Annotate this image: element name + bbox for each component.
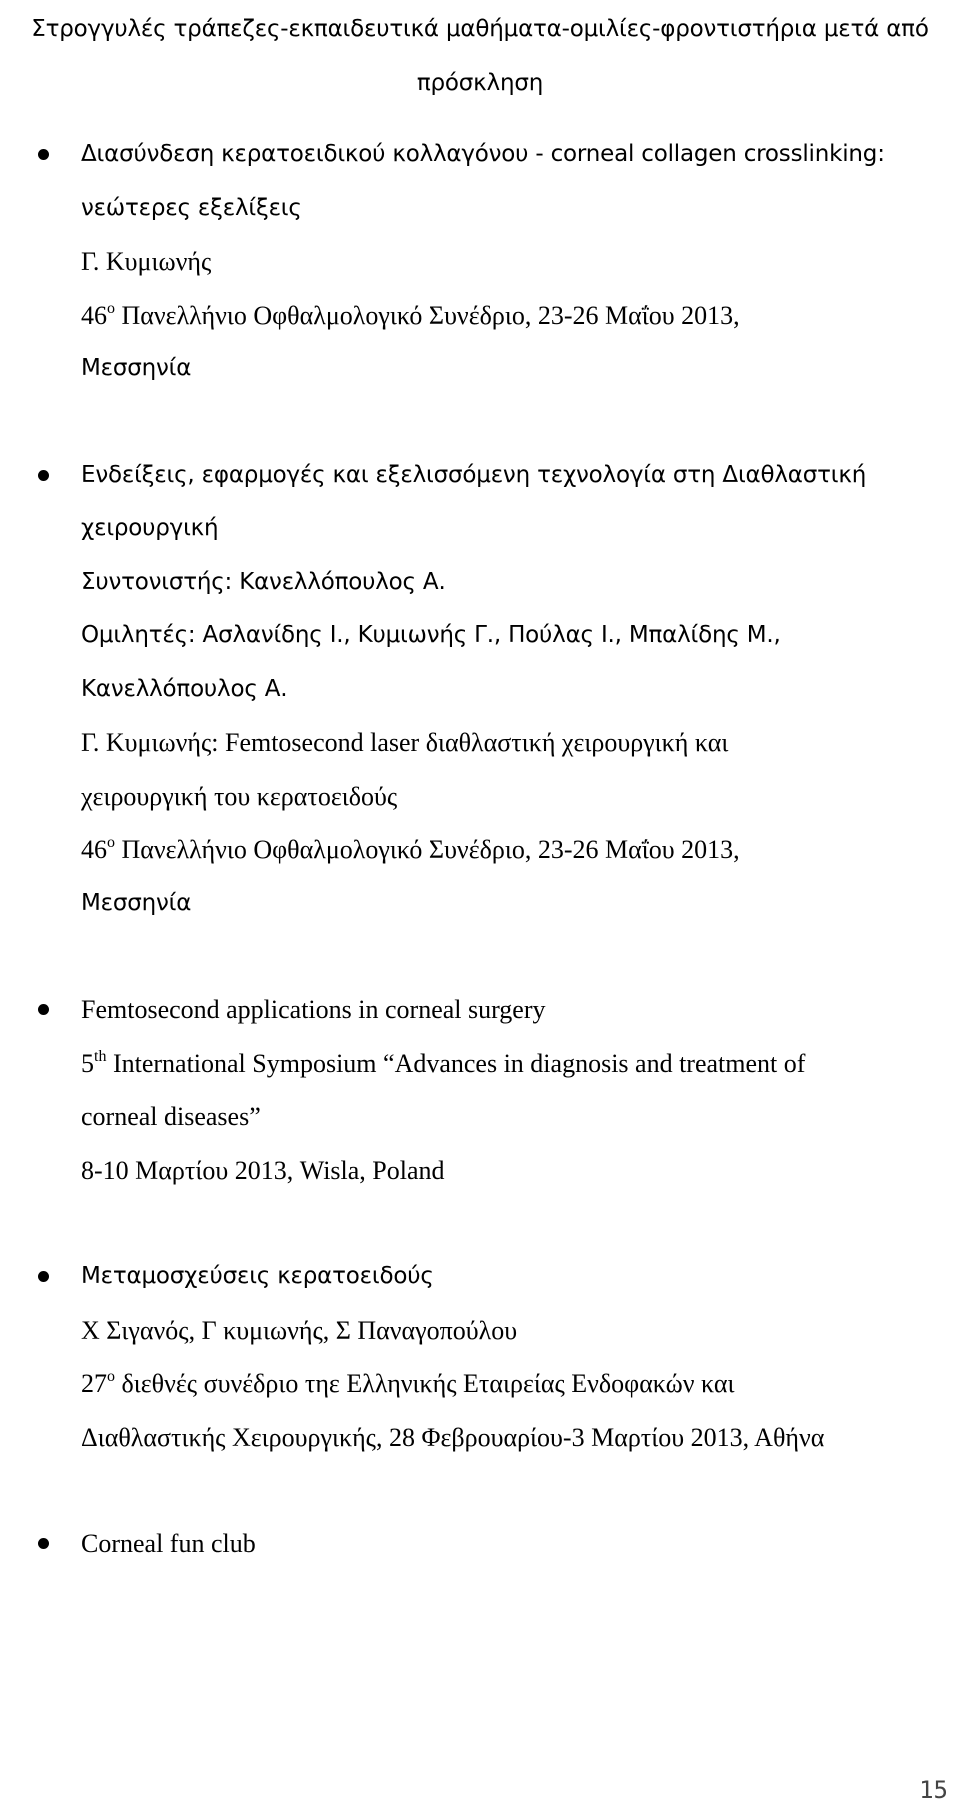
entry-title: Corneal fun club [81,1529,256,1558]
entry-venue [81,289,960,343]
list-item [0,449,960,931]
entry-title-cont: χειρουργική [81,515,219,541]
entry-venue [81,823,960,877]
bullet-icon [38,149,49,160]
venue-text: Πανελλήνιο Οφθαλμολογικό Συνέδριο, 23-26 Μαΐου 2013, [115,300,740,330]
bullet-icon [38,1004,49,1015]
entry-coordinator: Συντονιστής: Κανελλόπουλος Α. [81,568,446,595]
entry-title: Μεταμοσχεύσεις κερατοειδούς [81,1263,434,1289]
entry-symposium-cont: corneal diseases” [81,1102,261,1131]
entry-title-cont: νεώτερες εξελίξεις [81,194,302,221]
venue-ordinal: ο [107,834,115,851]
entry-congress [81,1357,960,1411]
symposium-ordinal: th [94,1047,107,1065]
congress-ordinal: ο [107,1368,115,1385]
venue-text: Πανελλήνιο Οφθαλμολογικό Συνέδριο, 23-26 Μαΐου 2013, [115,835,740,864]
entry-talk-cont: χειρουργική του κερατοειδούς [81,781,398,811]
entry-author: Γ. Κυμιωνής [81,247,212,276]
venue-number: 46 [81,300,107,330]
bullet-icon [38,470,49,481]
header-line-1: Στρογγυλές τράπεζες-εκπαιδευτικά μαθήματα-ομιλίες-φροντιστήρια μετά από [31,16,929,42]
entry-authors: Χ Σιγανός, Γ κυμιωνής, Σ Παναγοπούλου [81,1315,518,1345]
entry-congress-cont: Διαθλαστικής Χειρουργικής, 28 Φεβρουαρίου-3 Μαρτίου 2013, Αθήνα [81,1422,825,1452]
page-header [0,2,960,110]
entry-title: Ενδείξεις, εφαρμογές και εξελισσόμενη τεχνολογία στη Διαθλαστική [81,461,867,488]
venue-ordinal: ο [107,299,115,317]
entry-venue-place: Μεσσηνία [81,355,192,381]
entry-title: Femtosecond applications in corneal surgery [81,995,546,1024]
symposium-number: 5 [81,1048,94,1078]
entry-symposium [81,1037,960,1091]
congress-text: διεθνές συνέδριο τηε Ελληνικής Εταιρείας Ενδοφακών και [115,1369,735,1398]
entry-talk: Γ. Κυμιωνής: Femtosecond laser διαθλαστική χειρουργική και [81,728,729,757]
entry-title: Διασύνδεση κερατοειδικού κολλαγόνου - corneal collagen crosslinking: [81,141,885,167]
congress-number: 27 [81,1369,107,1398]
entry-speakers: Ομιλητές: Ασλανίδης Ι., Κυμιωνής Γ., Πούλας Ι., Μπαλίδης Μ., [81,622,781,648]
bullet-icon [38,1538,49,1549]
bullet-icon [38,1271,49,1282]
entry-speakers-cont: Κανελλόπουλος Α. [81,675,288,702]
list-item [0,983,960,1197]
entry-date-place: 8-10 Μαρτίου 2013, Wisla, Poland [81,1155,445,1185]
symposium-text: International Symposium “Advances in diagnosis and treatment of [106,1048,806,1078]
header-line-2: πρόσκληση [416,70,544,96]
page-number: 15 [919,1776,948,1804]
list-item [0,128,960,396]
entries-list [0,128,960,1624]
entry-venue-place: Μεσσηνία [81,889,192,916]
list-item [0,1517,960,1571]
venue-number: 46 [81,835,107,864]
list-item [0,1250,960,1464]
